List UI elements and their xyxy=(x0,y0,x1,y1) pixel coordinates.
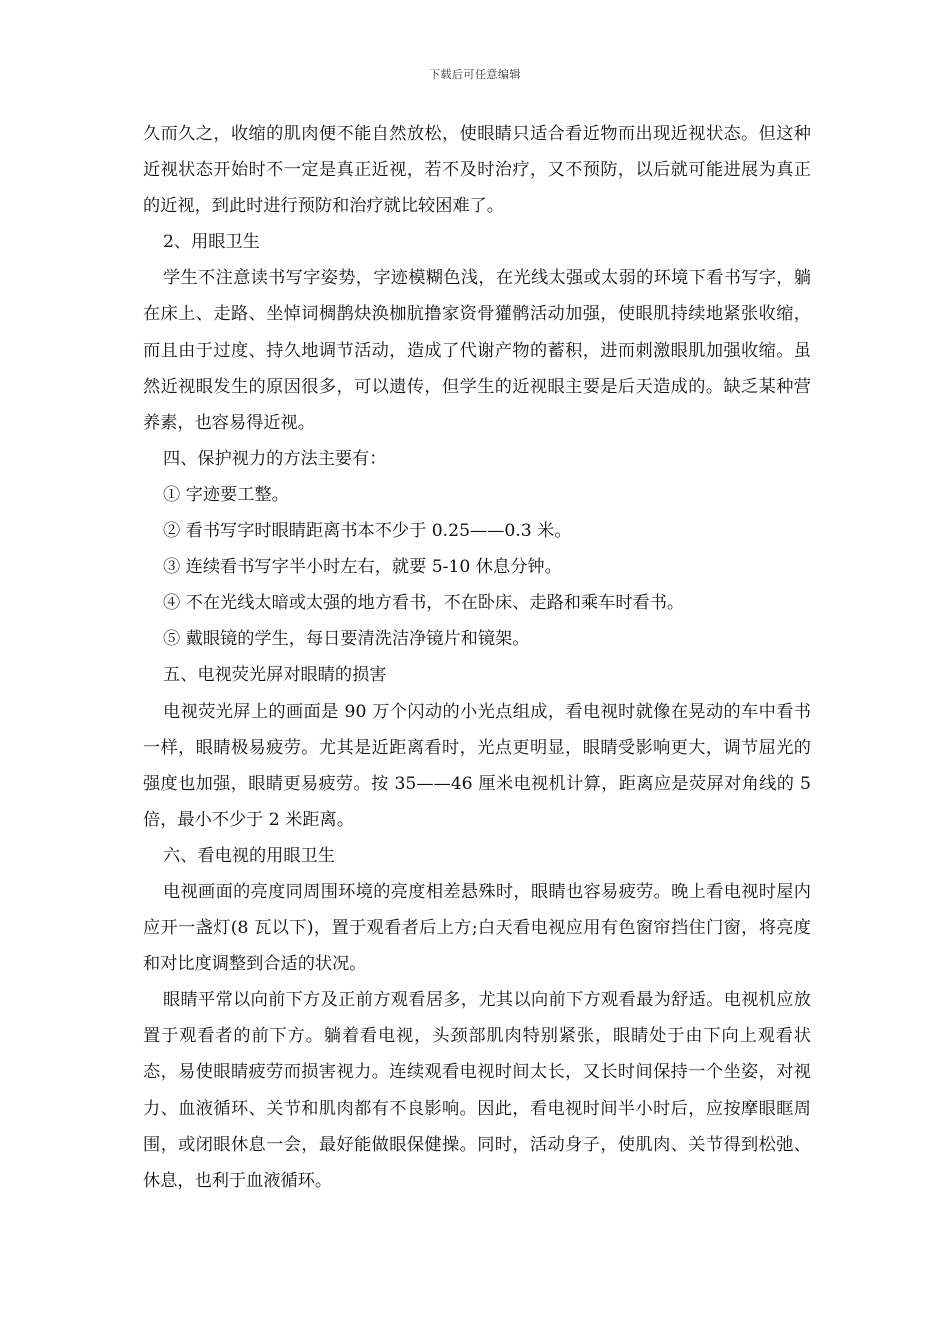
heading-protect-vision: 四、保护视力的方法主要有： xyxy=(163,448,387,469)
list-item-2: ② 看书写字时眼睛距离书本不少于 0.25——0.3 米。 xyxy=(163,521,572,542)
paragraph-student-habits: 学生不注意读书写字姿势，字迹模糊色浅，在光线太强或太弱的环境下看书写字，躺在床上、走路、坐悼词椆鹊炔涣枷肮撸家资骨獾鹘活动加强，使眼肌持续地紧张收缩，而且由于过度、持久地调节活动，造成了代谢产物的蓄积，进而刺激眼肌加强收缩。虽然近视眼发生的原因很多，可以遗传，但学生的近视眼主要是后天造成的。缺乏某种营养素，也容易得近视。 xyxy=(143,268,811,433)
list-item-4: ④ 不在光线太暗或太强的地方看书，不在卧床、走路和乘车时看书。 xyxy=(163,593,685,614)
list-item-1: ① 字迹要工整。 xyxy=(163,484,289,505)
list-item-5: ⑤ 戴眼镜的学生，每日要清洗洁净镜片和镜架。 xyxy=(163,629,530,650)
paragraph-viewing-posture: 眼睛平常以向前下方及正前方观看居多，尤其以向前下方观看最为舒适。电视机应放置于观看者的前下方。躺着看电视，头颈部肌肉特别紧张，眼睛处于由下向上观看状态，易使眼睛疲劳而损害视力。连续观看电视时间太长，又长时间保持一个坐姿，对视力、血液循环、关节和肌肉都有不良影响。因此，看电视时间半小时后，应按摩眼眶周围，或闭眼休息一会，最好能做眼保健操。同时，活动身子，使肌肉、关节得到松弛、休息，也利于血液循环。 xyxy=(143,990,811,1191)
document-body xyxy=(143,116,811,1199)
heading-eye-hygiene: 2、用眼卫生 xyxy=(163,232,260,253)
list-item-3: ③ 连续看书写字半小时左右，就要 5-10 休息分钟。 xyxy=(163,557,562,578)
heading-tv-eye-hygiene: 六、看电视的用眼卫生 xyxy=(163,845,335,866)
paragraph-myopia-progression: 久而久之，收缩的肌肉便不能自然放松，使眼睛只适合看近物而出现近视状态。但这种近视状态开始时不一定是真正近视，若不及时治疗，又不预防，以后就可能进展为真正的近视，到此时进行预防和治疗就比较困难了。 xyxy=(143,124,811,217)
paragraph-tv-screen: 电视荧光屏上的画面是 90 万个闪动的小光点组成，看电视时就像在晃动的车中看书一样，眼睛极易疲劳。尤其是近距离看时，光点更明显，眼睛受影响更大，调节屈光的强度也加强，眼睛更易疲劳。按 35——46 厘米电视机计算，距离应是荧屏对角线的 5 倍，最小不少于 2 米距离。 xyxy=(143,701,811,830)
page-header-caption: 下载后可任意编辑 xyxy=(429,68,521,81)
heading-tv-screen-harm: 五、电视荧光屏对眼睛的损害 xyxy=(163,665,387,686)
paragraph-tv-brightness: 电视画面的亮度同周围环境的亮度相差悬殊时，眼睛也容易疲劳。晚上看电视时屋内应开一盏灯(8 瓦以下)，置于观看者后上方;白天看电视应用有色窗帘挡住门窗，将亮度和对比度调整到合适的状况。 xyxy=(143,881,811,975)
